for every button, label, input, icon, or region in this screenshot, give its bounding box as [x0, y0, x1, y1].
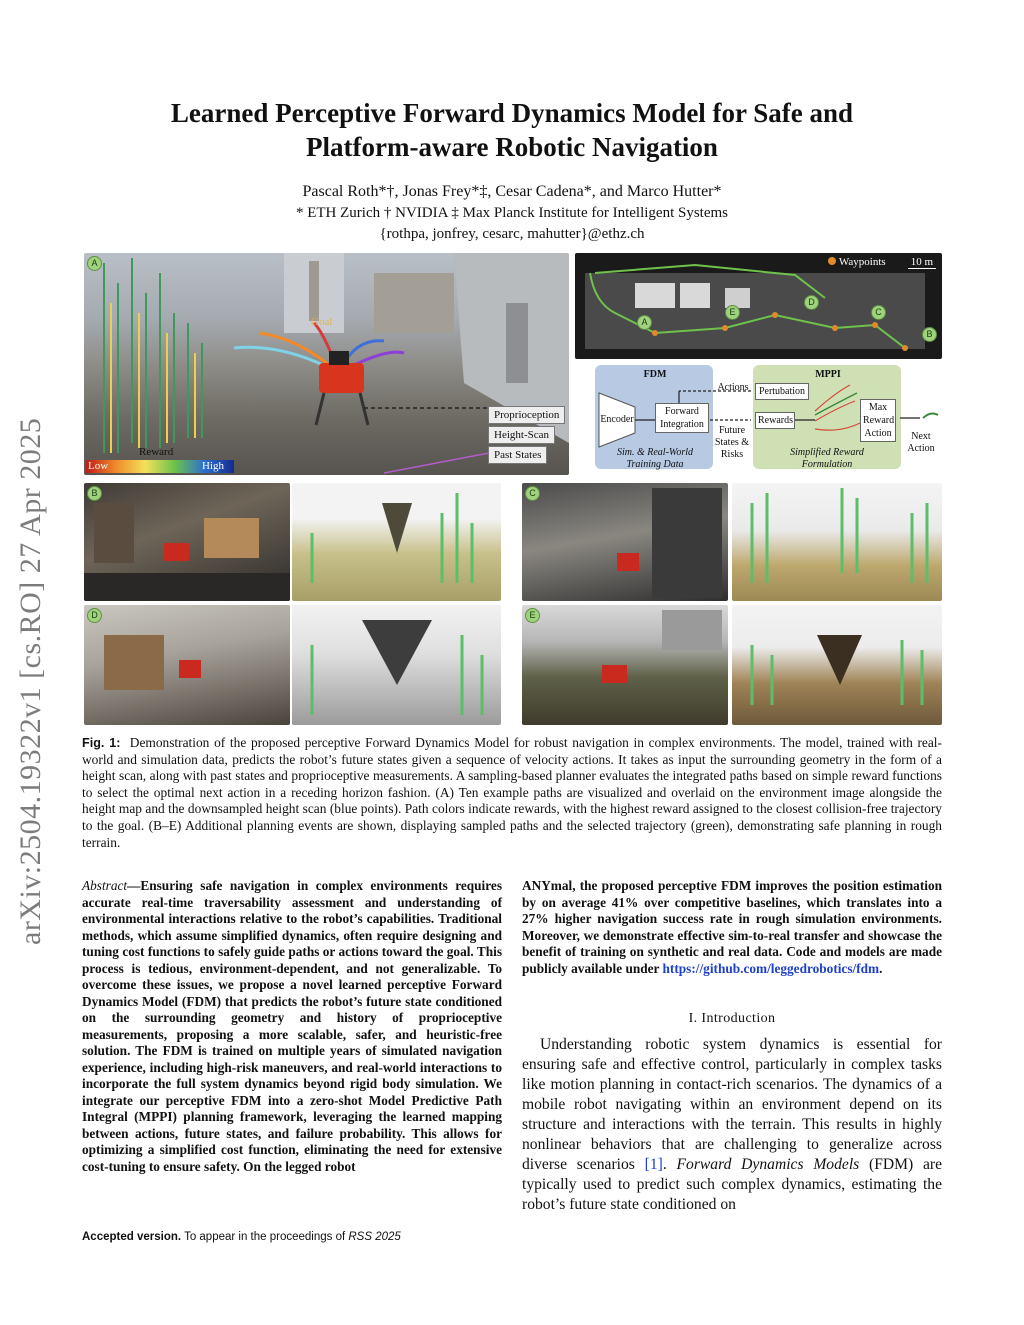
panel-b-photo-art: [84, 483, 290, 601]
rewards-box: Rewards: [755, 412, 795, 429]
caption-label: Fig. 1:: [82, 736, 121, 750]
panel-d-heightmap: [292, 605, 501, 725]
input-height-scan: Height-Scan: [488, 426, 555, 444]
paper-title: [80, 96, 944, 164]
next-action-label: Next Action: [907, 431, 935, 454]
map-legend: [828, 256, 936, 268]
fdm-title: FDM: [643, 369, 667, 380]
reward-colorbar-title: Reward: [139, 446, 174, 458]
abstract-left-column: [82, 878, 502, 1175]
affiliations: * ETH Zurich † NVIDIA ‡ Max Planck Institute for Intelligent Systems: [295, 205, 728, 221]
map-waypoint-c: C: [871, 305, 886, 320]
panel-label-e: E: [525, 608, 540, 623]
panel-c-photo-art: [522, 483, 728, 601]
panel-label-b: B: [87, 486, 102, 501]
panel-label-a: A: [87, 256, 102, 271]
panel-architecture-diagram: [575, 363, 942, 475]
panel-e-heightmap-art: [732, 605, 942, 725]
reward-high-label: High: [202, 460, 224, 472]
panel-c-heightmap: [732, 483, 942, 601]
author-list: Pascal Roth*†, Jonas Frey*‡, Cesar Cadena*, and Marco Hutter*: [302, 183, 722, 200]
abstract-right-column: [522, 878, 942, 977]
panel-b-photo: [84, 483, 290, 601]
section-heading-introduction: I. Introduction: [688, 1011, 776, 1026]
arxiv-identifier: arXiv:2504.19322v1 [cs.RO] 27 Apr 2025: [14, 417, 47, 945]
panel-b-heightmap-art: [292, 483, 501, 601]
abstract-label: Abstract: [82, 878, 128, 893]
panel-a-scene: [84, 253, 569, 475]
panel-e-photo: [522, 605, 728, 725]
figure-1: [84, 253, 942, 725]
reward-low-label: Low: [88, 460, 109, 472]
intro-italic-term: Forward Dynamics Models: [676, 1156, 860, 1173]
max-reward-action-box: Max Reward Action: [860, 399, 896, 442]
panel-d-heightmap-art: [292, 605, 501, 725]
panel-c-photo: [522, 483, 728, 601]
title-line-2: Platform-aware Robotic Navigation: [306, 132, 718, 162]
future-states-label: Future States & Risks: [714, 425, 750, 460]
panel-label-c: C: [525, 486, 540, 501]
panel-b-heightmap: [292, 483, 501, 601]
map-waypoint-e: E: [725, 305, 740, 320]
footnote-venue: RSS 2025: [348, 1231, 401, 1243]
map-waypoint-b: B: [922, 327, 937, 342]
introduction-paragraph: [522, 1035, 942, 1215]
figure-caption: [82, 735, 942, 851]
fdm-subtitle: Sim. & Real-World Training Data: [616, 447, 693, 470]
panel-d-photo: [84, 605, 290, 725]
map-overlay: [575, 253, 942, 359]
map-scale-bar: 10 m: [908, 256, 936, 269]
map-waypoint-d: D: [804, 295, 819, 310]
pertubation-box: Pertubation: [755, 383, 809, 400]
footnote-bold: Accepted version.: [82, 1231, 182, 1243]
mppi-title: MPPI: [815, 369, 841, 380]
panel-label-d: D: [87, 608, 102, 623]
input-past-states: Past States: [488, 446, 547, 464]
intro-text-2: .: [662, 1156, 677, 1173]
footnote-text: To appear in the proceedings of: [181, 1231, 349, 1243]
waypoint-dot-icon: [828, 257, 836, 265]
input-proprioception: Proprioception: [488, 406, 565, 424]
intro-text-3: (FDM) are typically used to predict such complex dynamics, estimating the robot’s future state conditioned on: [522, 1156, 943, 1213]
caption-text: Demonstration of the proposed perceptive Forward Dynamics Model for robust navigation in complex environments. The model, trained with real-world and simulation data, predicts the robot’s future states given a sequence of velocity actions. It takes as input the surrounding geometry in the form of a height scan, along with past states and proprioceptive measurements. A sampling-based planner evaluates the integrated paths based on simple reward functions to select the optimal next action in a receding horizon fashion. (A) Ten example paths are visualized and overlaid on the environment image alongside the height map and the downsampled height scan (blue points). Path colors indicate rewards, with the highest reward assigned to the closest collision-free trajectory to the goal. (B–E) Additional planning events are shown, displaying sampled paths and the selected trajectory (green), demonstrating safe planning in rough terrain.: [82, 735, 942, 850]
goal-label: Goal: [311, 316, 333, 328]
abstract-text-left: —Ensuring safe navigation in complex environments requires accurate real-time traversability assessment and understanding of environmental interactions relative to the robot’s capabilities. Traditional methods, which assume simplified dynamics, often require designing and tuning cost functions to safely guide paths or actions toward the goal. This process is tedious, environment-dependent, and not generalizable. To overcome these issues, we propose a novel learned perceptive Forward Dynamics Model (FDM) that predicts the robot’s future state conditioned on the surrounding geometry and history of proprioceptive measurements, proposing a more scalable, safer, and heuristic-free solution. The FDM is trained on multiple years of simulated navigation experience, including high-risk maneuvers, and real-world interactions to incorporate the full system dynamics beyond rigid body simulation. We integrate our perceptive FDM into a zero-shot Model Predictive Path Integral (MPPI) planning framework, leveraging the learned mapping between actions, future states, and failure probability. This allows for optimizing a simplified cost function, eliminating the need for extensive cost-tuning to ensure safety. On the legged robot: [82, 878, 502, 1174]
abstract-end-period: .: [879, 960, 883, 976]
author-emails: {rothpa, jonfrey, cesarc, mahutter}@ethz.ch: [379, 226, 645, 242]
mppi-subtitle: Simplified Reward Formulation: [790, 447, 864, 470]
map-waypoint-a: A: [637, 315, 652, 330]
panel-d-photo-art: [84, 605, 290, 725]
panel-c-heightmap-art: [732, 483, 942, 601]
map-legend-waypoints: Waypoints: [838, 256, 886, 268]
title-line-1: Learned Perceptive Forward Dynamics Model for Safe and: [170, 98, 854, 128]
panel-e-heightmap: [732, 605, 942, 725]
abstract-text-right: ANYmal, the proposed perceptive FDM improves the position estimation by on average 41% over competitive baselines, which translates into a 27% higher navigation success rate in rough simulation environments. Moreover, we demonstrate effective sim-to-real transfer and showcase the benefit of training on synthetic and real data. Code and models are made publicly available under: [522, 878, 942, 976]
panel-map: [575, 253, 942, 359]
acceptance-footnote: [82, 1231, 401, 1243]
encoder-label: Encoder: [600, 414, 634, 425]
code-repository-link[interactable]: https://github.com/leggedrobotics/fdm: [662, 960, 880, 976]
forward-integration-box: Forward Integration: [655, 403, 709, 433]
panel-e-photo-art: [522, 605, 728, 725]
actions-label: Actions: [717, 382, 749, 393]
citation-1[interactable]: [1]: [644, 1156, 663, 1173]
intro-text-1: Understanding robotic system dynamics is essential for ensuring safe and effective control, particularly in complex tasks like motion planning in contact-rich scenarios. The dynamics of a mobile robot navigating within an environment depend on its structure and interactions with the terrain. This results in highly nonlinear behaviors that are challenging to generalize across diverse scenarios: [522, 1036, 942, 1173]
